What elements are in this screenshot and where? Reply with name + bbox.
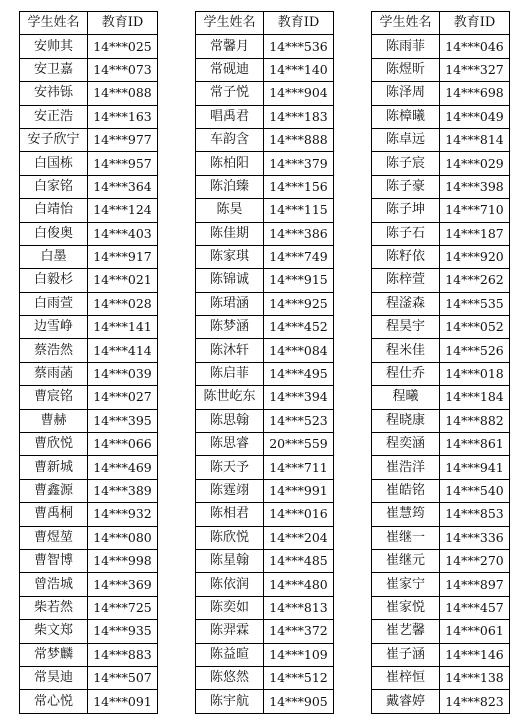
education-id-cell: 14***379 [264, 152, 334, 175]
table-row [372, 549, 510, 572]
education-id-cell: 14***394 [264, 386, 334, 409]
student-name-cell: 唱禹君 [196, 105, 264, 128]
education-id-cell: 14***018 [440, 362, 510, 385]
student-name-cell: 陈天予 [196, 456, 264, 479]
student-name-cell: 崔艺馨 [372, 620, 440, 643]
student-table-2 [195, 11, 334, 714]
education-id-cell: 14***364 [88, 175, 158, 198]
table-row [196, 643, 334, 666]
table-row [196, 245, 334, 268]
student-name-cell: 陈珺涵 [196, 292, 264, 315]
education-id-cell: 14***749 [264, 245, 334, 268]
student-name-cell: 程晓康 [372, 409, 440, 432]
table-row [20, 35, 158, 58]
student-name-cell: 陈子石 [372, 222, 440, 245]
student-name-cell: 陈依润 [196, 573, 264, 596]
table-row [20, 503, 158, 526]
table-row [20, 409, 158, 432]
header-education-id: 教育ID [88, 12, 158, 35]
education-id-cell: 14***395 [88, 409, 158, 432]
table-row [196, 620, 334, 643]
table-row [196, 269, 334, 292]
education-id-cell: 14***469 [88, 456, 158, 479]
education-id-cell: 14***336 [440, 526, 510, 549]
table-row [196, 128, 334, 151]
education-id-cell: 14***066 [88, 433, 158, 456]
table-row [372, 199, 510, 222]
student-table-1 [19, 11, 158, 714]
table-row [196, 573, 334, 596]
education-id-cell: 14***025 [88, 35, 158, 58]
table-row [20, 596, 158, 619]
student-name-cell: 崔继一 [372, 526, 440, 549]
education-id-cell: 14***480 [264, 573, 334, 596]
table-row [20, 643, 158, 666]
student-name-cell: 程滏森 [372, 292, 440, 315]
education-id-cell: 14***897 [440, 573, 510, 596]
student-name-cell: 崔浩洋 [372, 456, 440, 479]
student-name-cell: 程仕乔 [372, 362, 440, 385]
table-row [196, 409, 334, 432]
student-name-cell: 白国栋 [20, 152, 88, 175]
student-name-cell: 程米佳 [372, 339, 440, 362]
table-row [372, 433, 510, 456]
student-name-cell: 常馨月 [196, 35, 264, 58]
education-id-cell: 14***088 [88, 82, 158, 105]
header-education-id: 教育ID [264, 12, 334, 35]
table-row [196, 433, 334, 456]
header-student-name: 学生姓名 [372, 12, 440, 35]
table-row [196, 386, 334, 409]
student-name-cell: 程昊宇 [372, 316, 440, 339]
table-row [196, 58, 334, 81]
education-id-cell: 14***977 [88, 128, 158, 151]
student-name-cell: 安子欣宁 [20, 128, 88, 151]
student-name-cell: 陈欣悦 [196, 526, 264, 549]
education-id-cell: 14***883 [88, 643, 158, 666]
student-name-cell: 陈佳期 [196, 222, 264, 245]
table-row [196, 362, 334, 385]
student-name-cell: 常心悦 [20, 690, 88, 713]
education-id-cell: 14***535 [440, 292, 510, 315]
student-name-cell: 曹欣悦 [20, 433, 88, 456]
student-name-cell: 陈家琪 [196, 245, 264, 268]
student-name-cell: 陈思翰 [196, 409, 264, 432]
student-name-cell: 陈启菲 [196, 362, 264, 385]
table-row [196, 105, 334, 128]
education-id-cell: 14***183 [264, 105, 334, 128]
student-name-cell: 陈奕如 [196, 596, 264, 619]
student-name-cell: 陈籽依 [372, 245, 440, 268]
education-id-cell: 14***457 [440, 596, 510, 619]
student-name-cell: 陈沐轩 [196, 339, 264, 362]
education-id-cell: 14***138 [440, 666, 510, 689]
education-id-cell: 14***991 [264, 479, 334, 502]
student-name-cell: 曹鑫源 [20, 479, 88, 502]
education-id-cell: 14***414 [88, 339, 158, 362]
table-row [372, 222, 510, 245]
table-row [20, 620, 158, 643]
student-name-cell: 常梦麟 [20, 643, 88, 666]
student-name-cell: 陈泊臻 [196, 175, 264, 198]
education-id-cell: 14***115 [264, 199, 334, 222]
student-name-cell: 常砚迪 [196, 58, 264, 81]
student-name-cell: 曾浩城 [20, 573, 88, 596]
education-id-cell: 14***710 [440, 199, 510, 222]
table-row [20, 128, 158, 151]
student-name-cell: 曹宸铭 [20, 386, 88, 409]
table-row [372, 526, 510, 549]
education-id-cell: 14***495 [264, 362, 334, 385]
student-name-cell: 崔子涵 [372, 643, 440, 666]
student-name-cell: 陈柏阳 [196, 152, 264, 175]
table-row [372, 573, 510, 596]
education-id-cell: 14***028 [88, 292, 158, 315]
education-id-cell: 14***080 [88, 526, 158, 549]
table-row [196, 292, 334, 315]
table-row [196, 666, 334, 689]
student-name-cell: 安祎铄 [20, 82, 88, 105]
student-name-cell: 陈星翰 [196, 549, 264, 572]
education-id-cell: 14***540 [440, 479, 510, 502]
education-id-cell: 14***140 [264, 58, 334, 81]
table-row [20, 549, 158, 572]
header-education-id: 教育ID [440, 12, 510, 35]
student-name-cell: 白墨 [20, 245, 88, 268]
table-row [20, 222, 158, 245]
education-id-cell: 14***073 [88, 58, 158, 81]
student-name-cell: 常子悦 [196, 82, 264, 105]
table-row [372, 479, 510, 502]
education-id-cell: 14***698 [440, 82, 510, 105]
table-row [196, 199, 334, 222]
education-id-cell: 14***372 [264, 620, 334, 643]
table-row [20, 433, 158, 456]
education-id-cell: 14***029 [440, 152, 510, 175]
education-id-cell: 20***559 [264, 433, 334, 456]
education-id-cell: 14***814 [440, 128, 510, 151]
table-row [20, 456, 158, 479]
table-row [196, 222, 334, 245]
student-name-cell: 崔梓恒 [372, 666, 440, 689]
student-name-cell: 崔家宁 [372, 573, 440, 596]
table-row [20, 479, 158, 502]
education-id-cell: 14***091 [88, 690, 158, 713]
student-name-cell: 蔡雨菡 [20, 362, 88, 385]
education-id-cell: 14***084 [264, 339, 334, 362]
header-student-name: 学生姓名 [20, 12, 88, 35]
student-name-cell: 陈羿霖 [196, 620, 264, 643]
education-id-cell: 14***049 [440, 105, 510, 128]
education-id-cell: 14***109 [264, 643, 334, 666]
table-row [372, 690, 510, 713]
table-row [20, 386, 158, 409]
table-row [372, 596, 510, 619]
student-name-cell: 陈世屹东 [196, 386, 264, 409]
education-id-cell: 14***485 [264, 549, 334, 572]
student-name-cell: 陈霆翊 [196, 479, 264, 502]
table-row [372, 339, 510, 362]
table-row [20, 152, 158, 175]
student-name-cell: 陈卓远 [372, 128, 440, 151]
student-name-cell: 陈樟曦 [372, 105, 440, 128]
education-id-cell: 14***823 [440, 690, 510, 713]
table-row [196, 503, 334, 526]
student-name-cell: 程曦 [372, 386, 440, 409]
table-row [372, 245, 510, 268]
student-name-cell: 安正浩 [20, 105, 88, 128]
table-row [196, 339, 334, 362]
table-body [20, 35, 158, 713]
student-table-3 [371, 11, 510, 714]
table-row [372, 386, 510, 409]
student-name-cell: 陈悠然 [196, 666, 264, 689]
education-id-cell: 14***915 [264, 269, 334, 292]
table-row [20, 82, 158, 105]
education-id-cell: 14***270 [440, 549, 510, 572]
education-id-cell: 14***061 [440, 620, 510, 643]
student-name-cell: 白俊奥 [20, 222, 88, 245]
table-row [20, 269, 158, 292]
student-name-cell: 陈宇航 [196, 690, 264, 713]
education-id-cell: 14***935 [88, 620, 158, 643]
student-name-cell: 曹新城 [20, 456, 88, 479]
table-row [372, 620, 510, 643]
table-row [196, 456, 334, 479]
table-row [372, 503, 510, 526]
student-name-cell: 车韵含 [196, 128, 264, 151]
table-row [196, 82, 334, 105]
table-row [196, 596, 334, 619]
student-name-cell: 陈泽周 [372, 82, 440, 105]
education-id-cell: 14***021 [88, 269, 158, 292]
education-id-cell: 14***146 [440, 643, 510, 666]
education-id-cell: 14***262 [440, 269, 510, 292]
table-row [20, 245, 158, 268]
education-id-cell: 14***512 [264, 666, 334, 689]
education-id-cell: 14***027 [88, 386, 158, 409]
student-name-cell: 蔡浩然 [20, 339, 88, 362]
table-row [196, 35, 334, 58]
table-row [20, 199, 158, 222]
student-name-cell: 陈子坤 [372, 199, 440, 222]
education-id-cell: 14***163 [88, 105, 158, 128]
table-row [372, 316, 510, 339]
table-row [196, 549, 334, 572]
education-id-cell: 14***039 [88, 362, 158, 385]
table-row [372, 292, 510, 315]
education-id-cell: 14***124 [88, 199, 158, 222]
student-name-cell: 陈锦诚 [196, 269, 264, 292]
education-id-cell: 14***917 [88, 245, 158, 268]
education-id-cell: 14***452 [264, 316, 334, 339]
table-row [20, 362, 158, 385]
student-name-cell: 崔家悦 [372, 596, 440, 619]
education-id-cell: 14***327 [440, 58, 510, 81]
table-row [372, 175, 510, 198]
education-id-cell: 14***853 [440, 503, 510, 526]
student-name-cell: 崔皓铭 [372, 479, 440, 502]
education-id-cell: 14***711 [264, 456, 334, 479]
student-name-cell: 程奕涵 [372, 433, 440, 456]
student-name-cell: 曹赫 [20, 409, 88, 432]
student-name-cell: 曹禹桐 [20, 503, 88, 526]
table-row [196, 690, 334, 713]
student-name-cell: 陈雨菲 [372, 35, 440, 58]
education-id-cell: 14***016 [264, 503, 334, 526]
student-name-cell: 白家铭 [20, 175, 88, 198]
student-name-cell: 常昊迪 [20, 666, 88, 689]
education-id-cell: 14***523 [264, 409, 334, 432]
student-name-cell: 陈益暄 [196, 643, 264, 666]
education-id-cell: 14***369 [88, 573, 158, 596]
table-row [372, 105, 510, 128]
table-row [20, 58, 158, 81]
table-row [20, 292, 158, 315]
table-row [20, 339, 158, 362]
table-body [372, 35, 510, 713]
student-name-cell: 戴睿婷 [372, 690, 440, 713]
table-row [372, 269, 510, 292]
table-row [20, 690, 158, 713]
student-name-cell: 崔继元 [372, 549, 440, 572]
table-row [372, 666, 510, 689]
student-name-cell: 白毅杉 [20, 269, 88, 292]
student-name-cell: 曹智博 [20, 549, 88, 572]
education-id-cell: 14***920 [440, 245, 510, 268]
education-id-cell: 14***386 [264, 222, 334, 245]
education-id-cell: 14***187 [440, 222, 510, 245]
education-id-cell: 14***046 [440, 35, 510, 58]
education-id-cell: 14***204 [264, 526, 334, 549]
table-header-row [20, 12, 158, 35]
student-name-cell: 陈梦涵 [196, 316, 264, 339]
education-id-cell: 14***905 [264, 690, 334, 713]
table-row [372, 362, 510, 385]
table-row [20, 573, 158, 596]
education-id-cell: 14***507 [88, 666, 158, 689]
table-row [20, 105, 158, 128]
student-name-cell: 崔慧筠 [372, 503, 440, 526]
table-row [196, 526, 334, 549]
table-row [372, 35, 510, 58]
table-row [20, 175, 158, 198]
table-row [372, 643, 510, 666]
student-name-cell: 陈相君 [196, 503, 264, 526]
education-id-cell: 14***998 [88, 549, 158, 572]
table-row [20, 316, 158, 339]
education-id-cell: 14***389 [88, 479, 158, 502]
student-name-cell: 陈思睿 [196, 433, 264, 456]
education-id-cell: 14***904 [264, 82, 334, 105]
student-name-cell: 陈子宸 [372, 152, 440, 175]
student-name-cell: 陈子豪 [372, 175, 440, 198]
student-name-cell: 柴若然 [20, 596, 88, 619]
student-name-cell: 柴文郑 [20, 620, 88, 643]
student-name-cell: 曹煜堃 [20, 526, 88, 549]
table-row [372, 152, 510, 175]
table-row [372, 456, 510, 479]
student-name-cell: 陈昊 [196, 199, 264, 222]
education-id-cell: 14***941 [440, 456, 510, 479]
student-name-cell: 安卫嘉 [20, 58, 88, 81]
education-id-cell: 14***184 [440, 386, 510, 409]
header-student-name: 学生姓名 [196, 12, 264, 35]
student-name-cell: 陈梓萱 [372, 269, 440, 292]
table-row [196, 175, 334, 198]
student-name-cell: 白靖怡 [20, 199, 88, 222]
education-id-cell: 14***957 [88, 152, 158, 175]
education-id-cell: 14***932 [88, 503, 158, 526]
table-row [372, 128, 510, 151]
education-id-cell: 14***888 [264, 128, 334, 151]
education-id-cell: 14***052 [440, 316, 510, 339]
education-id-cell: 14***882 [440, 409, 510, 432]
table-row [20, 526, 158, 549]
education-id-cell: 14***725 [88, 596, 158, 619]
education-id-cell: 14***813 [264, 596, 334, 619]
student-name-cell: 陈煜昕 [372, 58, 440, 81]
education-id-cell: 14***925 [264, 292, 334, 315]
education-id-cell: 14***398 [440, 175, 510, 198]
table-row [196, 152, 334, 175]
table-row [372, 82, 510, 105]
table-body [196, 35, 334, 713]
education-id-cell: 14***861 [440, 433, 510, 456]
table-row [196, 316, 334, 339]
education-id-cell: 14***536 [264, 35, 334, 58]
education-id-cell: 14***156 [264, 175, 334, 198]
education-id-cell: 14***526 [440, 339, 510, 362]
table-row [372, 409, 510, 432]
table-row [372, 58, 510, 81]
student-name-cell: 安帅其 [20, 35, 88, 58]
education-id-cell: 14***403 [88, 222, 158, 245]
table-header-row [372, 12, 510, 35]
table-row [20, 666, 158, 689]
student-name-cell: 边雪峥 [20, 316, 88, 339]
student-name-cell: 白雨萱 [20, 292, 88, 315]
table-header-row [196, 12, 334, 35]
table-row [196, 479, 334, 502]
education-id-cell: 14***141 [88, 316, 158, 339]
